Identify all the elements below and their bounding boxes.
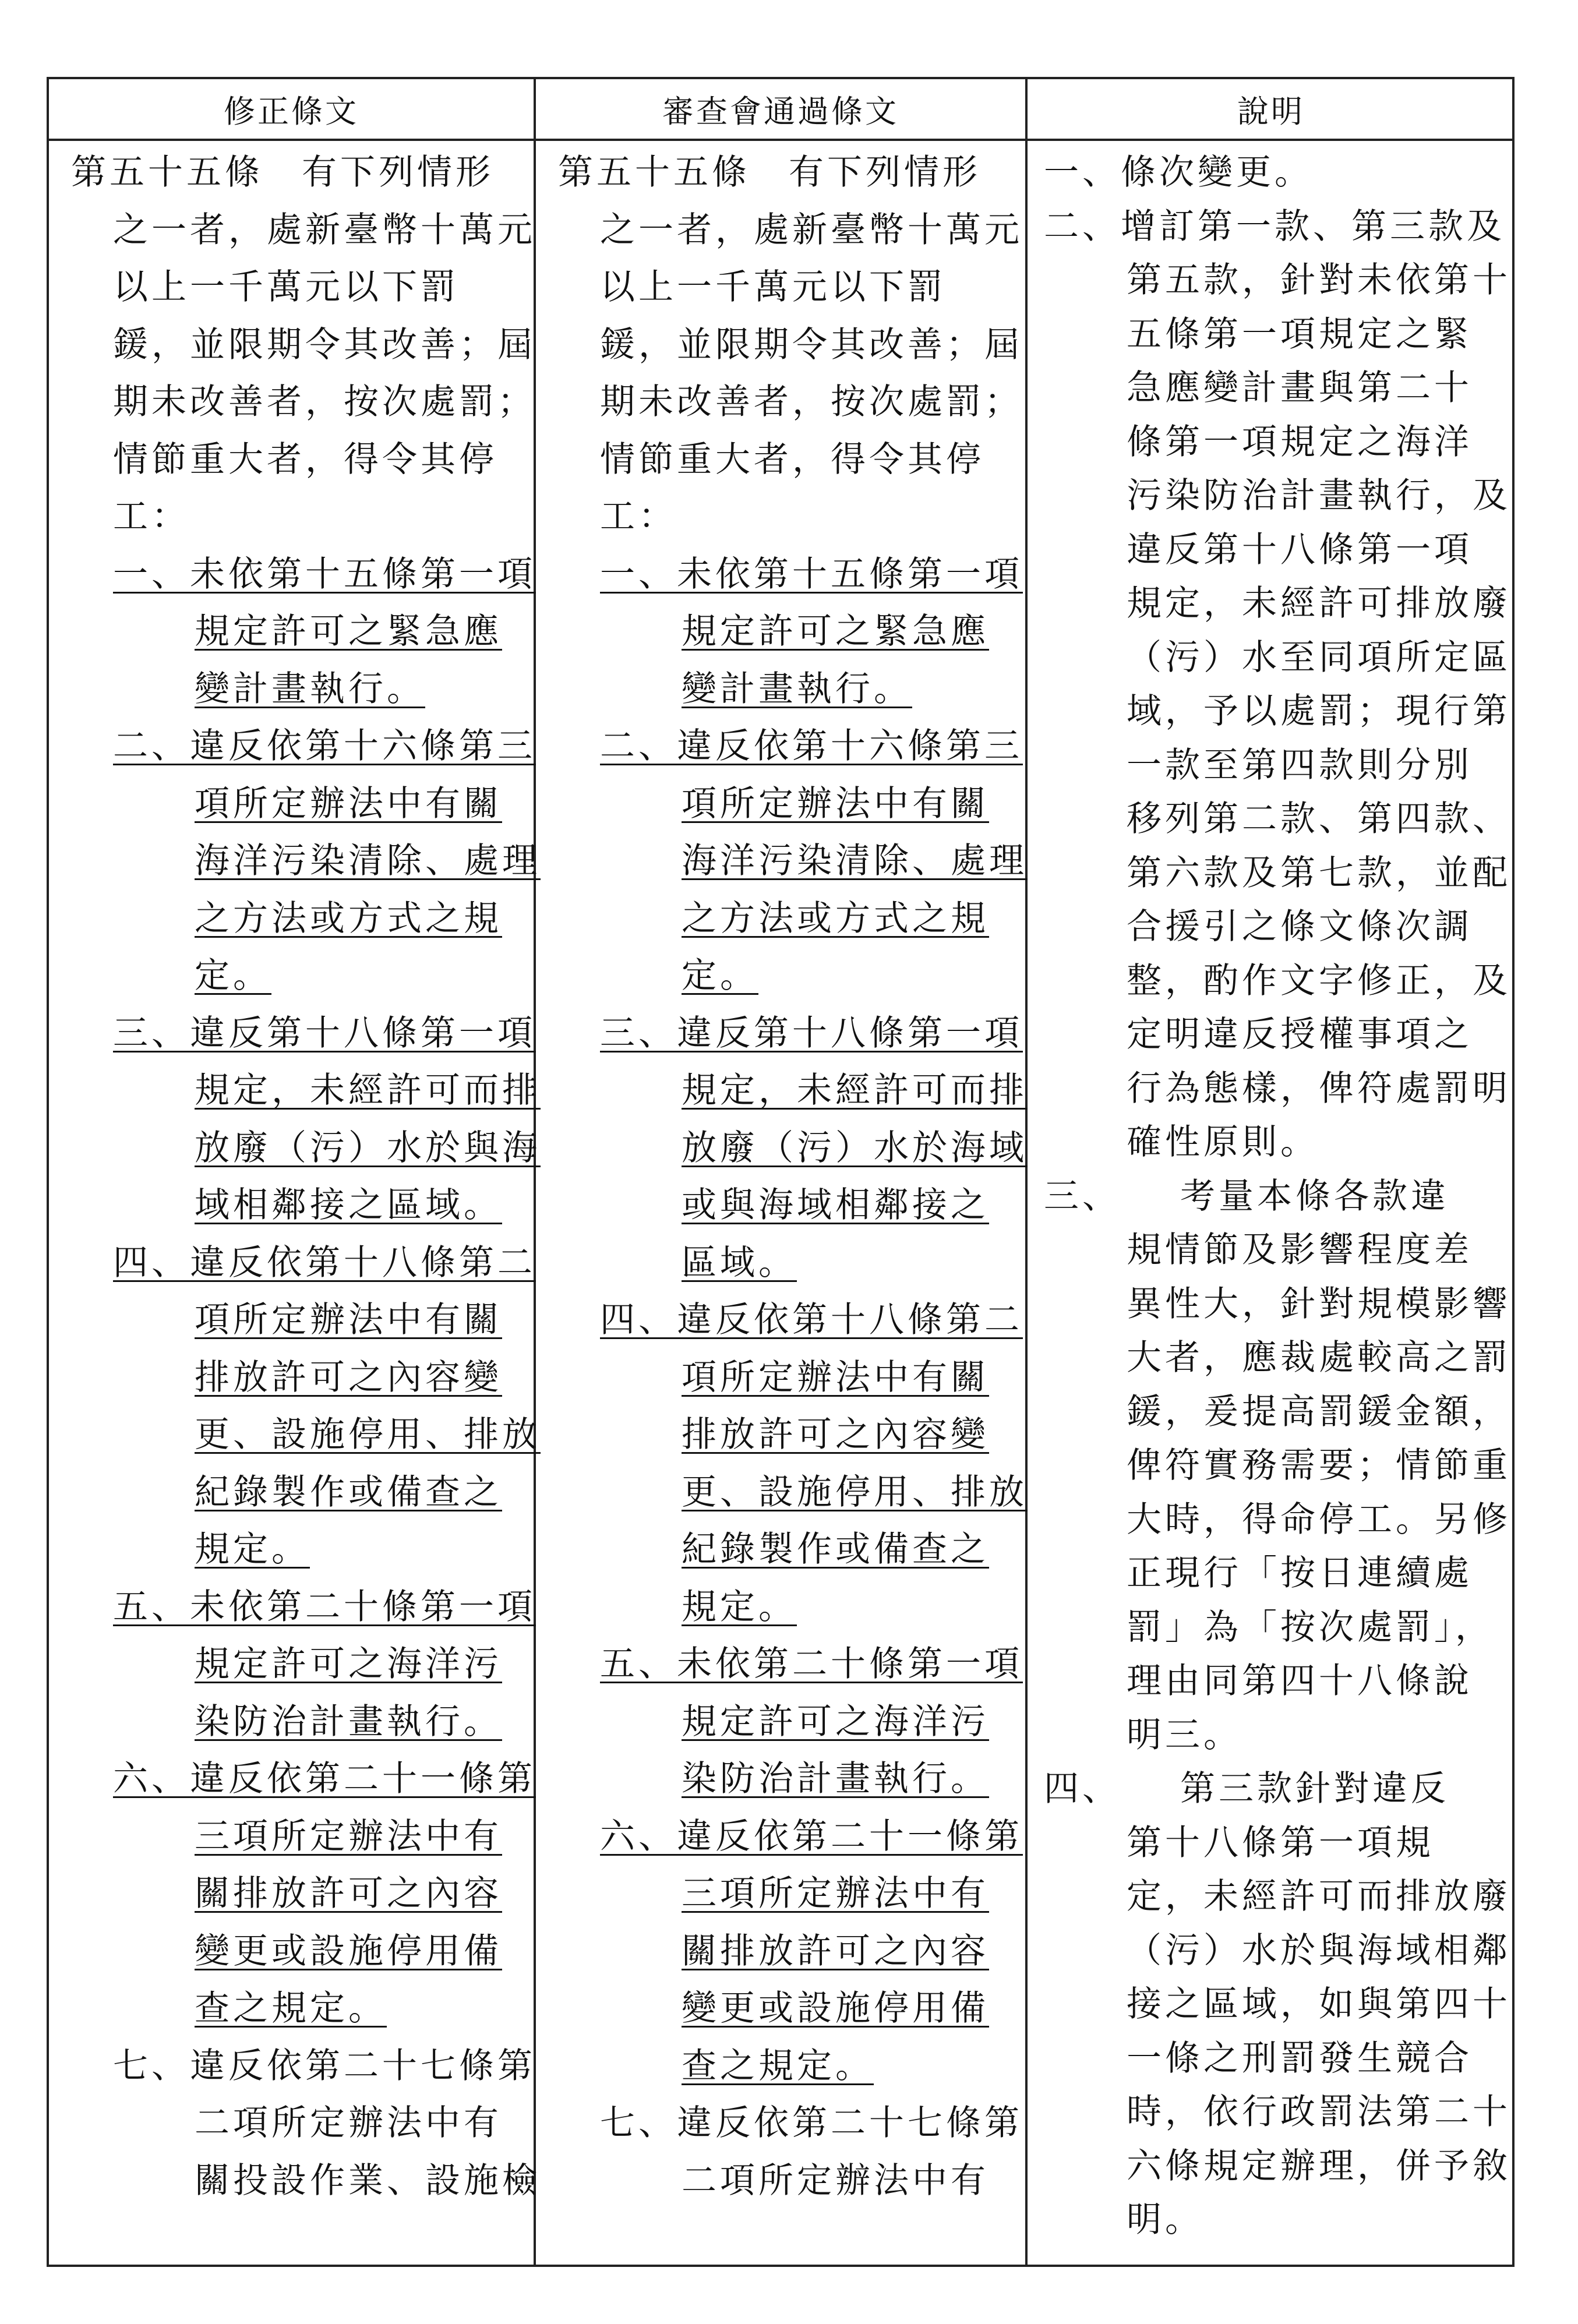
text-line: 大時，得命停工。另修 <box>1127 1499 1511 1540</box>
text-line: 三項所定辦法中有 <box>195 1816 502 1857</box>
text-line: 關投設作業、設施檢 <box>195 2160 541 2201</box>
text-line: 違反第十八條第一項 <box>1127 529 1473 570</box>
text-line: 之一者，處新臺幣十萬元 <box>600 209 1023 250</box>
text-line: 域，予以處罰；現行第 <box>1127 691 1511 732</box>
text-line: 大者，應裁處較高之罰 <box>1127 1337 1511 1378</box>
text-line: 五、未依第二十條第一項 <box>600 1644 1023 1684</box>
text-line: 第五款，針對未依第十 <box>1127 260 1511 301</box>
text-line: 期未改善者，按次處罰； <box>113 382 536 422</box>
text-line: 變更或設施停用備 <box>195 1930 502 1972</box>
text-line: 規情節及影響程度差 <box>1127 1230 1473 1270</box>
text-line: 關排放許可之內容 <box>682 1930 989 1972</box>
text-line: 第五十五條 有下列情形 <box>558 152 981 193</box>
text-line: 四、 第三款針對違反 <box>1044 1768 1449 1809</box>
text-line: 區域。 <box>682 1242 797 1283</box>
text-line: 定。 <box>195 955 271 996</box>
text-line: 規定許可之緊急應 <box>195 611 502 652</box>
text-line: 海洋污染清除、處理 <box>682 840 1028 881</box>
text-line: 工： <box>600 496 677 537</box>
text-line: 規定。 <box>195 1529 310 1570</box>
text-line: 規定。 <box>682 1586 797 1627</box>
text-line: 三項所定辦法中有 <box>682 1873 989 1914</box>
text-line: 六、違反依第二十一條第 <box>600 1816 1023 1857</box>
text-line: 一款至第四款則分別 <box>1127 744 1473 786</box>
text-line: 理由同第四十八條說 <box>1127 1661 1473 1701</box>
text-line: 工： <box>113 496 190 537</box>
text-line: 二項所定辦法中有 <box>195 2103 502 2143</box>
text-line: 放廢（污）水於與海 <box>195 1127 541 1168</box>
text-line: 期未改善者，按次處罰； <box>600 382 1023 422</box>
text-line: 項所定辦法中有關 <box>195 783 502 824</box>
text-line: 定明違反授權事項之 <box>1127 1014 1473 1055</box>
text-line: 一、未依第十五條第一項 <box>113 553 536 595</box>
text-line: 排放許可之內容變 <box>682 1414 989 1455</box>
text-line: 規定許可之緊急應 <box>682 611 989 652</box>
text-line: 二、增訂第一款、第三款及 <box>1044 206 1505 247</box>
text-line: 情節重大者，得令其停 <box>600 439 984 480</box>
text-line: 四、違反依第十八條第二 <box>600 1299 1023 1340</box>
text-line: 時，依行政罰法第二十 <box>1127 2092 1511 2132</box>
text-line: 關排放許可之內容 <box>195 1873 502 1914</box>
text-line: 六條規定辦理，併予敘 <box>1127 2145 1511 2187</box>
text-line: 變計畫執行。 <box>682 668 912 709</box>
text-line: 整，酌作文字修正，及 <box>1127 960 1511 1001</box>
text-line: 鍰，爰提高罰鍰金額， <box>1127 1391 1511 1432</box>
text-line: 域相鄰接之區域。 <box>195 1185 502 1225</box>
text-line: 三、違反第十八條第一項 <box>600 1012 1023 1054</box>
text-line: 以上一千萬元以下罰 <box>600 267 946 308</box>
text-line: 三、違反第十八條第一項 <box>113 1012 536 1054</box>
text-line: 合援引之條文條次調 <box>1127 906 1473 947</box>
text-line: 正現行「按日連續處 <box>1127 1553 1473 1594</box>
text-line: 一、條次變更。 <box>1044 152 1313 193</box>
explanation-column <box>1028 142 1515 2265</box>
text-line: 污染防治計畫執行，及 <box>1127 475 1511 516</box>
text-line: 項所定辦法中有關 <box>682 1357 989 1398</box>
text-line: 定。 <box>682 955 758 996</box>
text-line: 放廢（污）水於海域 <box>682 1127 1028 1168</box>
text-line: 染防治計畫執行。 <box>682 1758 989 1799</box>
header-amended-text: 修正條文 <box>224 93 359 130</box>
text-line: 規定許可之海洋污 <box>682 1701 989 1742</box>
text-line: 更、設施停用、排放 <box>195 1414 541 1455</box>
text-line: 五、未依第二十條第一項 <box>113 1586 536 1627</box>
text-line: 規定，未經許可排放廢 <box>1127 583 1511 624</box>
amended-text-column <box>49 142 541 2265</box>
text-line: 規定，未經許可而排 <box>682 1070 1028 1111</box>
text-line: 第十八條第一項規 <box>1127 1822 1434 1863</box>
text-line: 接之區域，如與第四十 <box>1127 1984 1511 2025</box>
header-committee-text: 審查會通過條文 <box>662 93 899 130</box>
text-line: 染防治計畫執行。 <box>195 1701 502 1742</box>
text-line: 三、 考量本條各款違 <box>1044 1175 1449 1217</box>
text-line: 第六款及第七款，並配 <box>1127 852 1511 893</box>
text-line: 之方法或方式之規 <box>682 898 989 939</box>
text-line: 四、違反依第十八條第二 <box>113 1242 536 1283</box>
text-line: 二、違反依第十六條第三 <box>113 726 536 767</box>
text-line: 第五十五條 有下列情形 <box>71 152 494 193</box>
text-line: 規定許可之海洋污 <box>195 1644 502 1684</box>
text-line: （污）水於與海域相鄰 <box>1127 1930 1511 1971</box>
text-line: 鍰，並限期令其改善；屆 <box>113 324 536 365</box>
text-line: 之一者，處新臺幣十萬元 <box>113 209 536 250</box>
text-line: 二項所定辦法中有 <box>682 2160 989 2201</box>
text-line: 一條之刑罰發生競合 <box>1127 2037 1473 2079</box>
text-line: 排放許可之內容變 <box>195 1357 502 1398</box>
text-line: 紀錄製作或備查之 <box>682 1529 989 1570</box>
text-line: 明三。 <box>1127 1714 1242 1756</box>
comparison-table <box>47 77 1515 2267</box>
text-line: 確性原則。 <box>1127 1122 1319 1163</box>
text-line: 異性大，針對規模影響 <box>1127 1283 1511 1325</box>
text-line: （污）水至同項所定區 <box>1127 637 1511 678</box>
text-line: 鍰，並限期令其改善；屆 <box>600 324 1023 365</box>
text-line: 明。 <box>1127 2199 1203 2240</box>
text-line: 六、違反依第二十一條第 <box>113 1758 536 1799</box>
text-line: 定，未經許可而排放廢 <box>1127 1876 1511 1917</box>
text-line: 條第一項規定之海洋 <box>1127 421 1473 462</box>
text-line: 更、設施停用、排放 <box>682 1471 1028 1513</box>
header-divider <box>49 139 1512 141</box>
text-line: 七、違反依第二十七條第 <box>113 2045 536 2086</box>
text-line: 五條第一項規定之緊 <box>1127 313 1473 355</box>
text-line: 以上一千萬元以下罰 <box>113 267 459 308</box>
text-line: 俾符實務需要；情節重 <box>1127 1445 1511 1486</box>
text-line: 海洋污染清除、處理 <box>195 840 541 881</box>
text-line: 之方法或方式之規 <box>195 898 502 939</box>
text-line: 項所定辦法中有關 <box>682 783 989 824</box>
text-line: 查之規定。 <box>682 2045 874 2086</box>
text-line: 行為態樣，俾符處罰明 <box>1127 1068 1511 1109</box>
text-line: 罰」為「按次處罰」， <box>1127 1606 1494 1648</box>
text-line: 紀錄製作或備查之 <box>195 1471 502 1513</box>
text-line: 查之規定。 <box>195 1988 387 2029</box>
text-line: 情節重大者，得令其停 <box>113 439 497 480</box>
text-line: 一、未依第十五條第一項 <box>600 553 1023 595</box>
text-line: 移列第二款、第四款、 <box>1127 799 1511 839</box>
header-explanation: 說明 <box>1237 93 1305 130</box>
committee-text-column <box>536 142 1028 2265</box>
text-line: 急應變計畫與第二十 <box>1127 368 1473 408</box>
text-line: 項所定辦法中有關 <box>195 1299 502 1340</box>
text-line: 規定，未經許可而排 <box>195 1070 541 1111</box>
text-line: 二、違反依第十六條第三 <box>600 726 1023 767</box>
text-line: 或與海域相鄰接之 <box>682 1185 989 1225</box>
text-line: 變計畫執行。 <box>195 668 425 709</box>
text-line: 變更或設施停用備 <box>682 1988 989 2029</box>
text-line: 七、違反依第二十七條第 <box>600 2103 1023 2143</box>
